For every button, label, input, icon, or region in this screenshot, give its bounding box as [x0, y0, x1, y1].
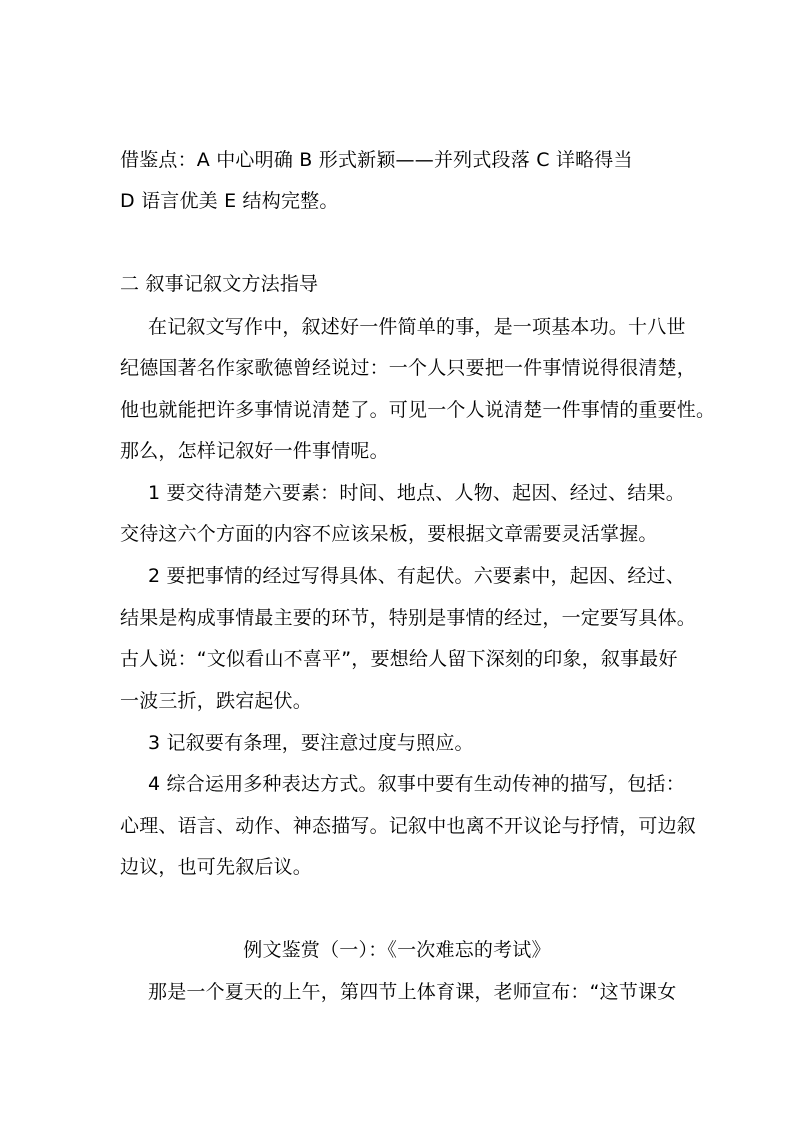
- point-1-line-2: 交待这六个方面的内容不应该呆板，要根据文章需要灵活掌握。: [120, 523, 658, 545]
- section-heading: 二 叙事记叙文方法指导: [120, 273, 319, 295]
- point-2-line-2: 结果是构成事情最主要的环节，特别是事情的经过，一定要写具体。: [120, 607, 697, 629]
- point-2-line-4: 一波三折，跌宕起伏。: [120, 690, 313, 712]
- intro-line-2: 纪德国著名作家歌德曾经说过：一个人只要把一件事情说得很清楚，: [120, 357, 697, 379]
- point-4-line-2: 心理、语言、动作、神态描写。记叙中也离不开议论与抒情，可边叙: [120, 815, 697, 837]
- example-title: 例文鉴赏（一）：《一次难忘的考试》: [243, 939, 551, 961]
- intro-line-3: 他也就能把许多事情说清楚了。可见一个人说清楚一件事情的重要性。: [120, 399, 716, 421]
- example-first-line: 那是一个夏天的上午，第四节上体育课，老师宣布：“这节课女: [148, 981, 677, 1003]
- point-2-line-3: 古人说：“文似看山不喜平”，要想给人留下深刻的印象，叙事最好: [120, 648, 678, 670]
- point-1-line-1: 1 要交待清楚六要素：时间、地点、人物、起因、经过、结果。: [148, 482, 685, 504]
- point-3-line-1: 3 记叙要有条理，要注意过度与照应。: [148, 732, 474, 754]
- point-4-line-1: 4 综合运用多种表达方式。叙事中要有生动传神的描写，包括：: [148, 773, 685, 795]
- reference-points-line-1: 借鉴点：A 中心明确 B 形式新颖——并列式段落 C 详略得当: [120, 149, 633, 171]
- intro-line-1: 在记叙文写作中，叙述好一件简单的事，是一项基本功。十八世: [148, 316, 686, 338]
- intro-line-4: 那么，怎样记叙好一件事情呢。: [120, 440, 389, 462]
- reference-points-line-2: D 语言优美 E 结构完整。: [120, 190, 339, 212]
- point-2-line-1: 2 要把事情的经过写得具体、有起伏。六要素中，起因、经过、: [148, 565, 685, 587]
- point-4-line-3: 边议，也可先叙后议。: [120, 856, 313, 878]
